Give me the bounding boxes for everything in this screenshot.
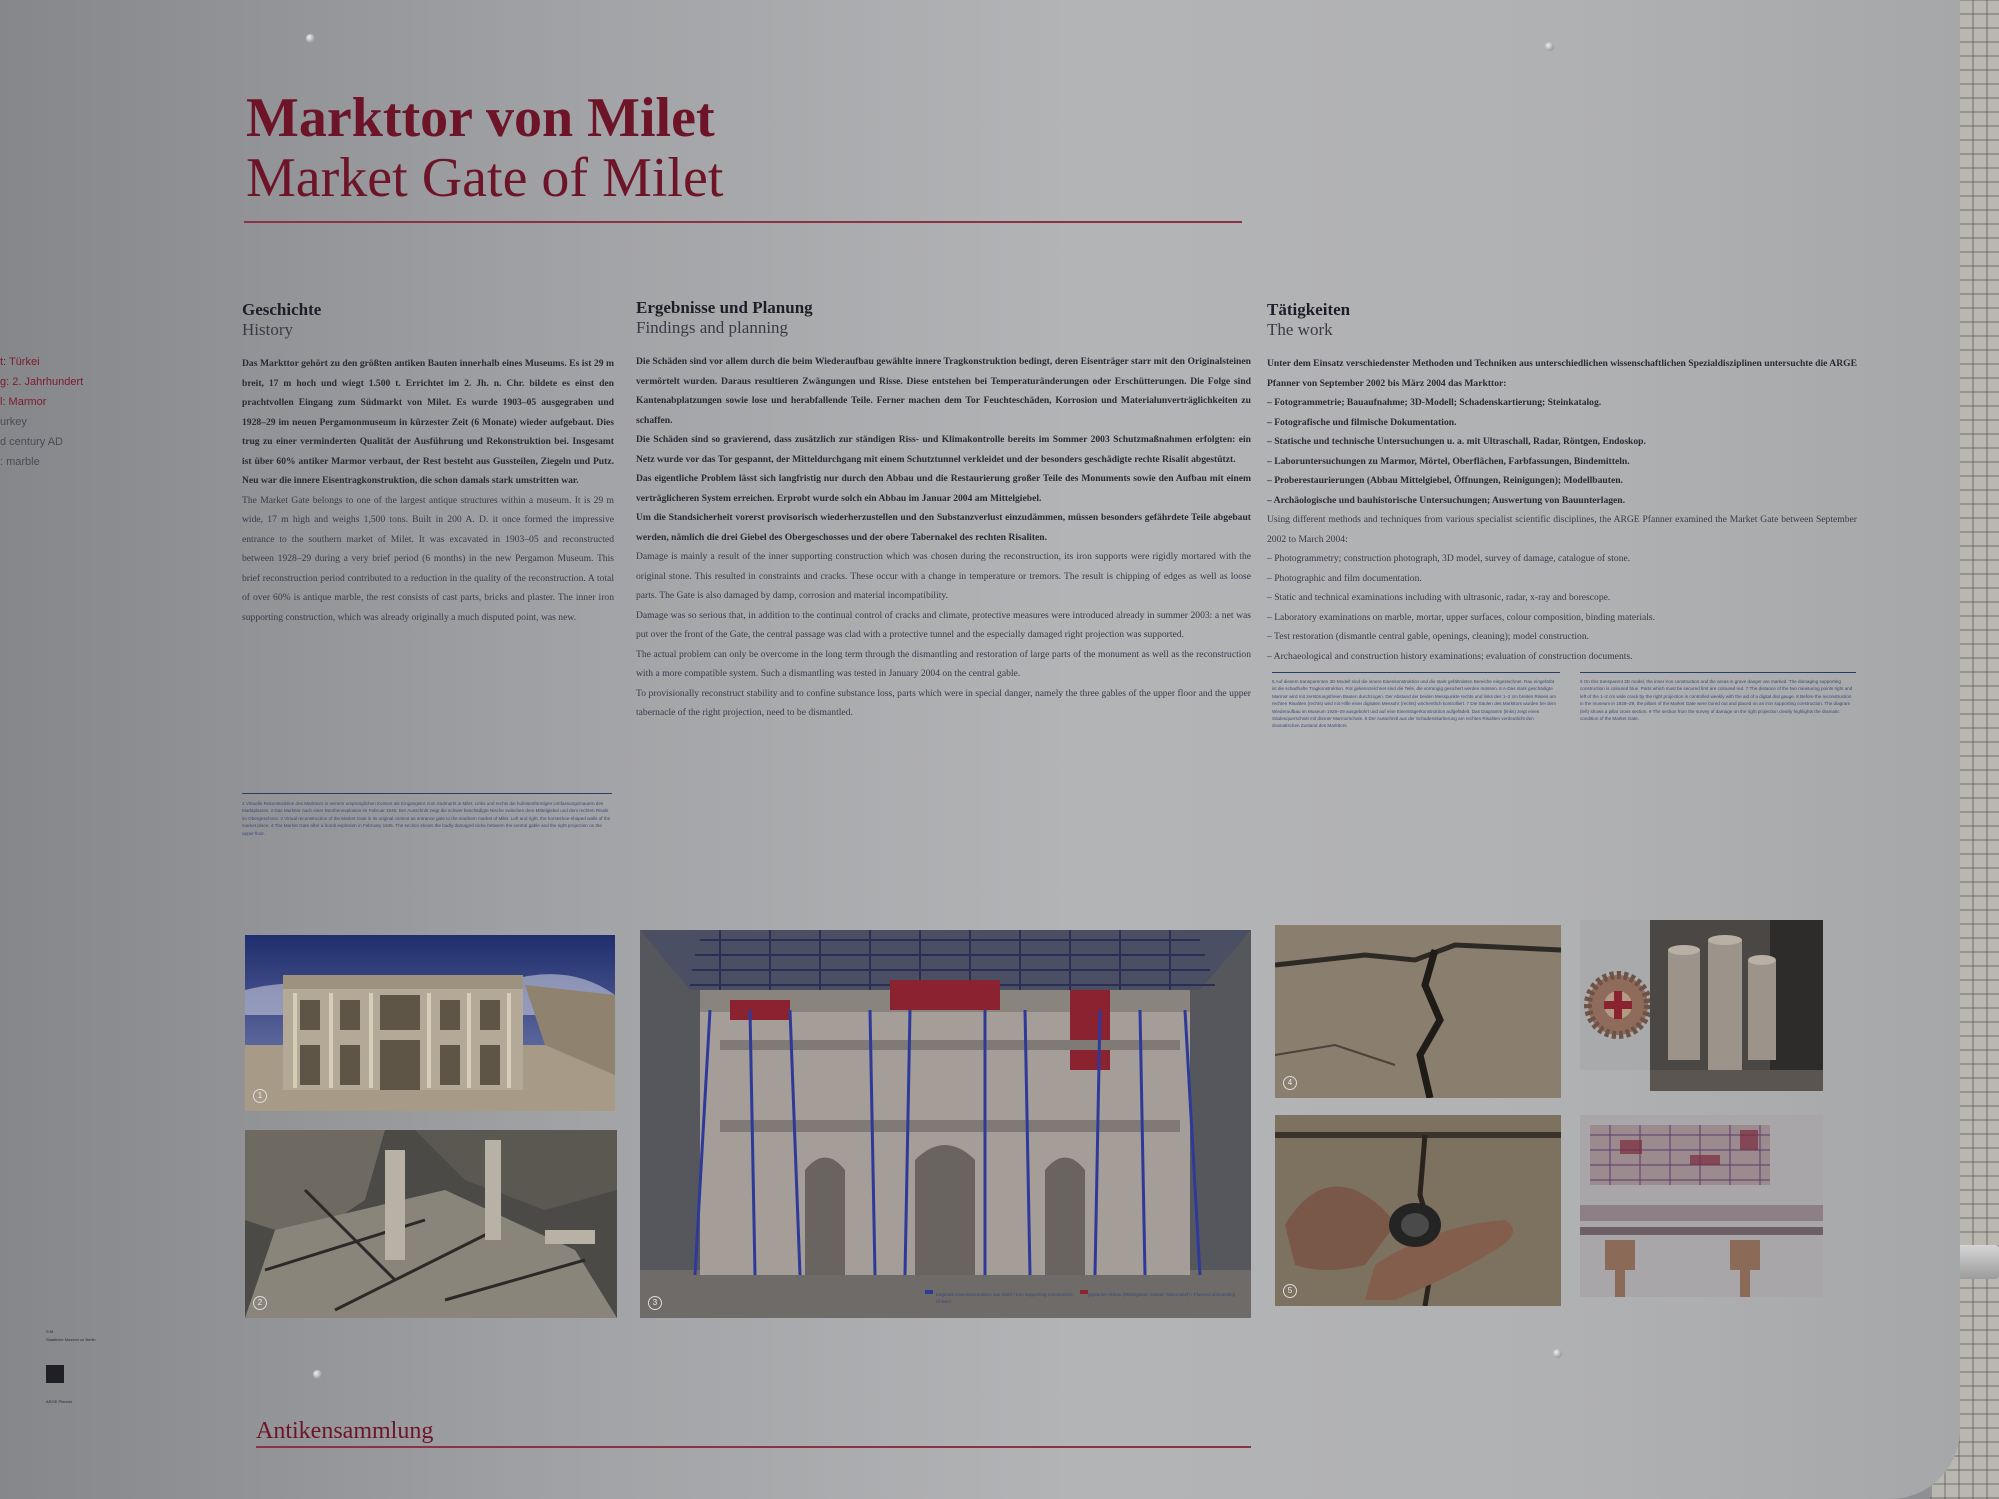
findings-paragraph-de: Um die Standsicherheit vorerst provisorisch wiederherzustellen und den Substanzverlust einzudämmen, müssen besonders gefährdete Teile abgebaut werden, nämlich die drei Giebel des Obergeschosses und der obere Tabernakel des rechten Risaliten. (636, 512, 1251, 543)
side-label: l: Marmor (0, 396, 47, 408)
work-caption-rule (1272, 672, 1560, 673)
damage-survey-drawing (1580, 1115, 1823, 1297)
sponsor-logos (0, 1325, 150, 1425)
work-intro-en: Using different methods and techniques from various specialist scientific disciplines, the ARGE Pfanner examined the Market Gate between September 2002 to March 2004: (1267, 514, 1857, 545)
crack-closeup-photo (1275, 925, 1561, 1098)
work-intro-de: Unter dem Einsatz verschiedenster Methoden und Techniken aus unterschiedlichen wissenschaftlichen Spezialdisziplinen untersuchte die ARGE Pfanner von September 2002 bis März 2004 das Markttor: (1267, 358, 1857, 389)
work-item-en: – Laboratory examinations on marble, mortar, upper surfaces, colour composition, binding materials. (1267, 611, 1656, 623)
findings-paragraph-de: Das eigentliche Problem lässt sich langfristig nur durch den Abbau und die Restaurierung großer Teile des Monuments sowie den Aufbau mit einem verträglicheren System erreichen. Erprobt wurde solch ein Abbau im Januar 2004 am Mittelgiebel. (636, 473, 1251, 504)
findings-heading: Ergebnisse und Planung (636, 298, 813, 317)
gate-3d-model-photo (640, 930, 1251, 1318)
work-item-de: – Proberestaurierungen (Abbau Mittelgiebel, Öffnungen, Reinigungen); Modellbauten. (1267, 475, 1623, 486)
findings-paragraph-en: Damage is mainly a result of the inner supporting construction which was chosen during the reconstruction, its iron supports were rigidly mortared with the original stone. This resulted in constraints and cracks. These occur with a change in temperature or tremors. The result is chipping of edges as well as loose parts. The Gate is also damaged by damp, corrosion and material incompatibility. (636, 551, 1251, 601)
work-item-de: – Archäologische und bauhistorische Untersuchungen; Auswertung von Bauunterlagen. (1267, 494, 1626, 506)
history-text-en: The Market Gate belongs to one of the largest antique structures within a museum. It is 29 m wide, 17 m high and weighs 1,500 tons. Built in 200 A. D. it once formed the impressive entrance to the southern market of Milet. It was excavated in 1903–05 and reconstructed between 1928–29 during a very brief period (6 months) in the new Pergamon Museum. This brief reconstruction period contributed to a reduction in the quality of the reconstruction. A total of over 60% is antique marble, the rest consists of cast parts, bricks and plaster. The inner iron supporting construction, which was already originally a much disputed point, was new. (242, 494, 614, 623)
work-caption-rule (1580, 672, 1856, 673)
side-label: t: Türkei (0, 356, 40, 368)
work-item-en: – Test restoration (dismantle central gable, openings, cleaning); model construction. (1267, 631, 1590, 642)
logo-mark (46, 1365, 64, 1383)
work-caption-right: 6 On this transparent 3D model, the inner iron construction and the areas in grave danger are marked. The damaging supporting construction is coloured blue. Parts which must be secured first are coloured red. 7 The distance of the two measuring points right and left of the 1–2 cm wide crack by the right projection is controlled weekly with the aid of a digital dial gauge. 8 Before the reconstruction in the museum in 1928–29, the pillars of the Market Gate were bored out and placed on an iron supporting construction. The diagram (left) shows a pillar cross section. 9 The section from the survey of damage on the right projection clearly highlights the dramatic condition of the Market Gate. (1580, 679, 1853, 722)
history-column (242, 300, 614, 627)
logo-text: Staatliche Museen zu Berlin (46, 1337, 96, 1342)
footer-label: Antikensammlung (256, 1418, 434, 1444)
findings-paragraph-en: Damage was so serious that, in addition to the continual control of cracks and climate, protective measures were introduced already in summer 2003: a net was put over the front of the Gate, the central passage was clad with a protective tunnel and the especially damaged right projection was supported. (636, 609, 1251, 640)
findings-column (636, 298, 1251, 723)
work-item-de: – Fotogrammetrie; Bauaufnahme; 3D-Modell; Schadenskartierung; Steinkatalog. (1267, 397, 1602, 408)
title-english: Market Gate of Milet (246, 147, 724, 209)
bomb-damage-photo (245, 1130, 617, 1318)
history-footnote-rule (242, 793, 612, 794)
findings-paragraph-de: Die Schäden sind so gravierend, dass zusätzlich zur ständigen Riss- und Klimakontrolle bereits im Sommer 2003 Schutzmaßnahmen erfolgten: ein Netz wurde vor das Tor gespannt, der Mitteldurchgang mit einem Schutztunnel verkleidet und der besonders geschädigte rechte Risalit abgestützt. (636, 434, 1251, 465)
side-label: urkey (0, 416, 27, 428)
findings-paragraph-en: To provisionally reconstruct stability and to confine substance loss, parts which were in special danger, namely the three gables of the upper floor and the upper tabernacle of the right projection, need to be dismantled. (636, 687, 1251, 718)
footer-rule (256, 1446, 1251, 1448)
photo-number: 1 (253, 1089, 267, 1103)
title-rule (244, 221, 1242, 223)
work-item-en: – Photographic and film documentation. (1267, 572, 1422, 584)
photo-number: 3 (648, 1296, 662, 1310)
work-item-en: – Archaeological and construction history examinations; evaluation of construction documents. (1267, 650, 1633, 662)
work-subheading: The work (1267, 320, 1333, 339)
logo-text: S·M (46, 1329, 54, 1334)
measurement-photo (1275, 1115, 1561, 1306)
history-subheading: History (242, 320, 293, 339)
work-item-de: – Statische und technische Untersuchungen u. a. mit Ultraschall, Radar, Röntgen, Endoskop. (1267, 436, 1646, 447)
work-caption-left: 5 Auf diesem transparenten 3D-Modell sind die innere Eisenkonstruktion und die stark gefährdeten Bereiche eingezeichnet. Rau eingefärbt ist die schadhafte Tragkonstruktion. Rot gekennzeichnet sind die Teile, die vorrangig gesichert werden müssen. 6 A-Das stark geschädigte Marmor wird mit zerstörungsfreien Bauten durchzogen. Der Abstand der beiden Messpunkte rechts und links des 1–2 cm breiten Risses am rechten Risaliten (rechts) wird mit Hilfe einer digitalen Messuhr (rechts) wöchentlich kontrolliert. 7 Die Säulen des Markttors wurden bei dem Wiederaufbau im Museum 1928–29 ausgebohrt und auf eine Eisenträgerkonstruktion aufgefädelt. Das Diagramm (links) zeigt einen Säulenquerschnitt mit dünner Marmorschale. 8 Der Ausschnitt aus der Schadenskartierung am rechten Risaliten verdeutlicht den dramatischen Zustand des Markttors. (1272, 679, 1556, 729)
pillar-storage-photo (1650, 920, 1823, 1091)
work-item-de: – Laboruntersuchungen zu Marmor, Mörtel, Oberflächen, Farbfassungen, Bindemitteln. (1267, 455, 1630, 467)
column-diagram-photo (1580, 920, 1656, 1070)
history-text-de: Das Markttor gehört zu den größten antiken Bauten innerhalb eines Museums. Es ist 29 m breit, 17 m hoch und wiegt 1.500 t. Errichtet im 2. Jh. n. Chr. bildete es einst den prachtvollen Eingang zum Südmarkt von Milet. Es wurde 1903–05 ausgegraben und 1928–29 im neuen Pergamonmuseum in kürzester Zeit (6 Monate) wieder aufgebaut. Dies trug zu einer verminderten Qualität der Ausführung und Rekonstruktion bei. Insgesamt ist über 60% antiker Marmor verbaut, der Rest besteht aus Gussteilen, Ziegeln und Putz. Neu war die innere Eisentragkonstruktion, die schon damals stark umstritten war. (242, 358, 614, 486)
photo-number: 5 (1283, 1284, 1297, 1298)
logo-text: ARGE Pfanner (46, 1399, 73, 1404)
screw (313, 1370, 322, 1379)
screw (1545, 42, 1554, 51)
reconstruction-render-photo (245, 935, 615, 1111)
photo-number: 4 (1283, 1076, 1297, 1090)
work-column (1267, 300, 1857, 666)
side-label: : marble (0, 456, 40, 468)
photo-number: 2 (253, 1296, 267, 1310)
screw (306, 34, 315, 43)
wall-rail (1955, 1245, 1999, 1279)
history-footnotes: 1 Virtuelle Rekonstruktion des Markttors in seinem ursprünglichen Kontext als Eingangstor zum Südmarkt in Milet. Links und rechts die hufeisenförmigen Umfassungsmauern des Marktplatzes. 2 Das Markttor nach einer Bombenexplosion im Februar 1945. Der Ausschnitt zeigt die schwer beschädigte Nische zwischen dem Mittelgiebel und dem rechten Risalit im Obergeschoss. 3 Virtual reconstruction of the Market Gate in its original context as entrance gate to the southern market of Milet. Left and right, the horseshoe-shaped walls of the market place. 4 The Market Gate after a bomb explosion in February 1945. The section shows the badly damaged niche between the central gable and the right projection on the upper floor. (242, 801, 611, 836)
legend-red: geplanter Abbau (Mittelgiebel, Giebel, Tabernakel) / Planned dismantling (1088, 1292, 1236, 1297)
side-label: g: 2. Jahrhundert (0, 376, 84, 388)
work-heading: Tätigkeiten (1267, 300, 1351, 319)
side-labels (0, 352, 120, 472)
legend-blue: tragende Eisenkonstruktion aus Stahl / Iron supporting construction of steel (936, 1292, 1073, 1305)
title-german: Markttor von Milet (246, 87, 715, 149)
work-item-en: – Static and technical examinations including with ultrasonic, radar, x-ray and borescope. (1267, 592, 1611, 603)
work-item-en: – Photogrammetry; construction photograph, 3D model, survey of damage, catalogue of stone. (1267, 553, 1631, 564)
side-label: d century AD (0, 436, 63, 448)
history-heading: Geschichte (242, 300, 322, 319)
findings-subheading: Findings and planning (636, 318, 789, 337)
screw (1553, 1349, 1562, 1358)
findings-paragraph-en: The actual problem can only be overcome in the long term through the dismantling and restoration of large parts of the monument as well as the reconstruction with a more compatible system. Such a dismantling was tested in January 2004 on the central gable. (636, 648, 1251, 679)
work-item-de: – Fotografische und filmische Dokumentation. (1267, 416, 1457, 428)
findings-paragraph-de: Die Schäden sind vor allem durch die beim Wiederaufbau gewählte innere Tragkonstruktion bedingt, deren Eisenträger starr mit den Originalsteinen vermörtelt wurden. Daraus resultieren Zwängungen und Risse. Diese entstehen bei Temperaturänderungen oder Erschütterungen. Die Folge sind Kantenabplatzungen sowie lose und herabfallende Teile. Ferner machen dem Tor Feuchteschäden, Korrosion und Materialunverträglichkeiten zu schaffen. (636, 356, 1251, 426)
